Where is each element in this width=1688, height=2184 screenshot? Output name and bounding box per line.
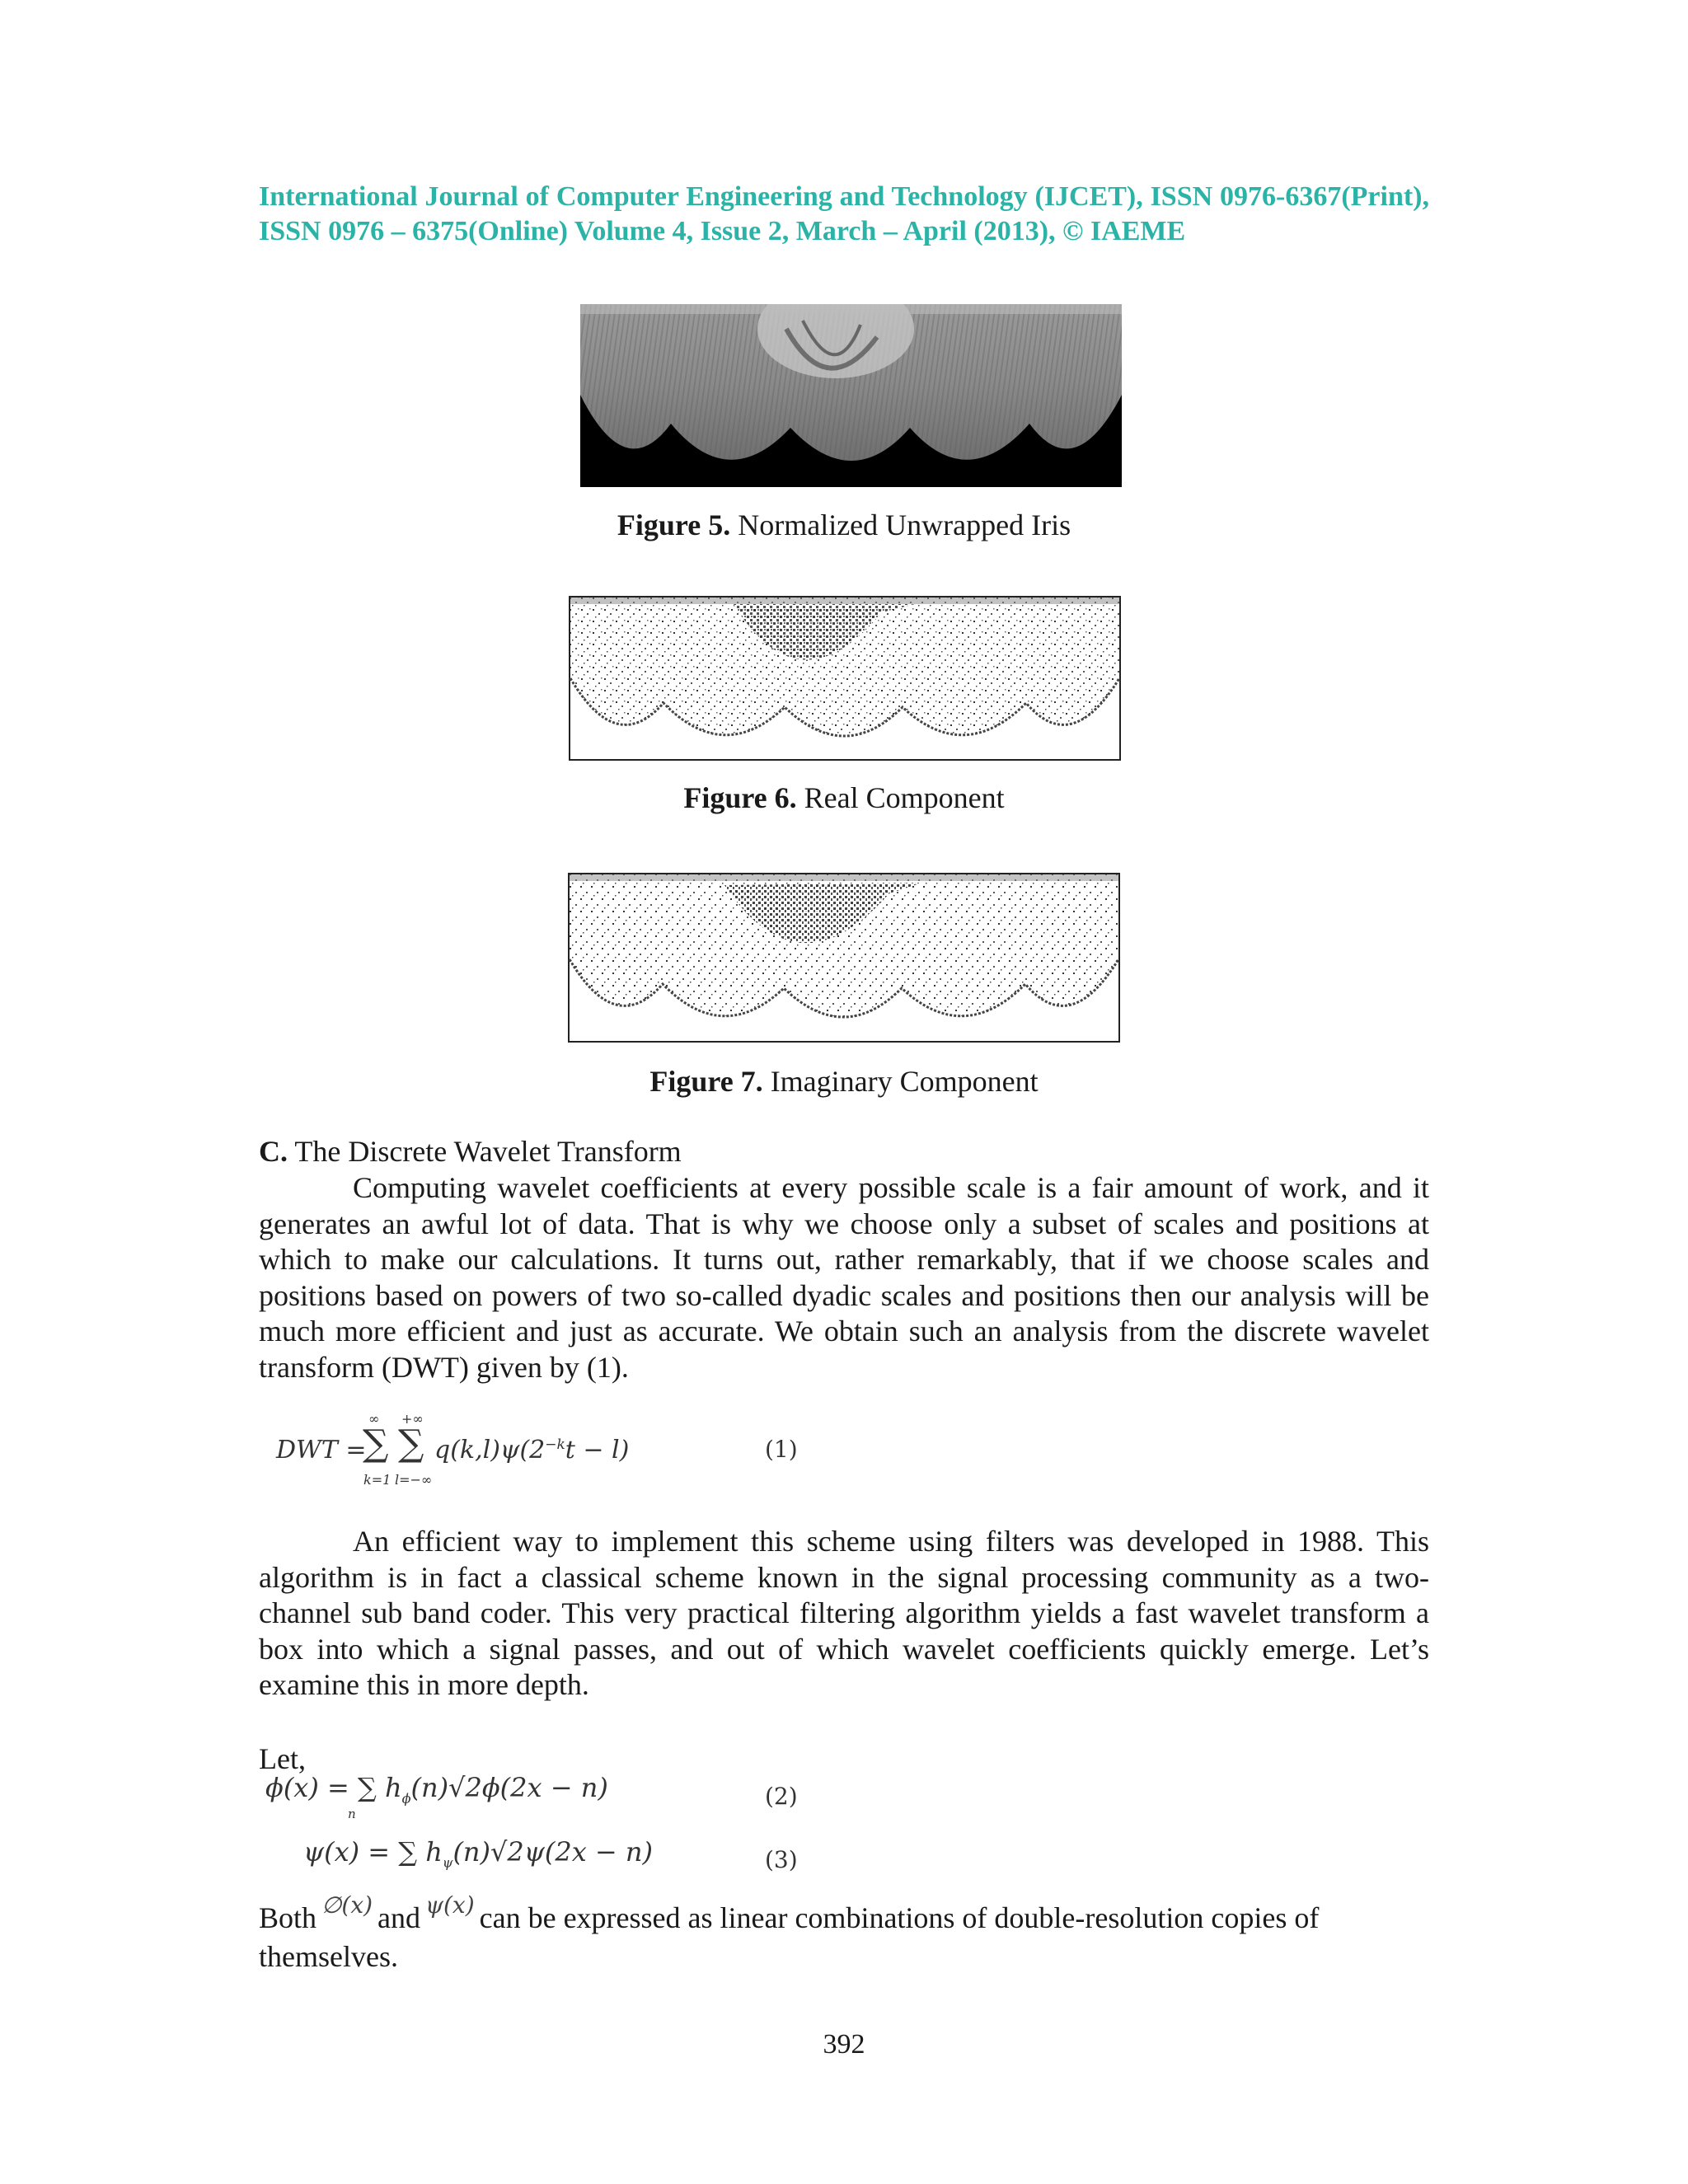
eq3-number: (3) [765, 1846, 798, 1873]
eq1-body-text: q(k,l)ψ(2 [434, 1436, 546, 1465]
psi-symbol: ψ(x) [425, 1891, 475, 1919]
figure-7-label: Figure 7. [649, 1065, 763, 1098]
eq2-rest: (n)√2ϕ(2x − n) [410, 1772, 608, 1803]
figure-5-caption [0, 507, 1688, 543]
eq1-lhs: DWT = [276, 1436, 367, 1465]
eq3-sub: ψ [442, 1854, 453, 1871]
section-title: The Discrete Wavelet Transform [294, 1135, 682, 1168]
equation-1 [276, 1411, 655, 1493]
figure-5-label: Figure 5. [617, 509, 731, 541]
figure-7-caption [0, 1063, 1688, 1099]
paragraph-1-text: Computing wavelet coefficients at every possible scale is a fair amount of work, and it generates an awful lot of data. That is why we choose only a subset of scales and positions at which to make our calculations. It turns out, rather remarkably, that if we choose scales and positions based on powers of two so-called dyadic scales and positions then our analysis will be much more efficient and just as accurate. We obtain such an analysis from the discrete wavelet transform (DWT) given by (1). [259, 1171, 1429, 1384]
eq1-sum2-top: +∞ [401, 1411, 424, 1427]
eq1-sum1-bottom: k=1 [363, 1472, 392, 1488]
eq3-rest: (n)√2ψ(2x − n) [452, 1836, 653, 1868]
eq1-tail: t − l) [565, 1436, 630, 1465]
figure-6-label: Figure 6. [683, 781, 797, 814]
paragraph-2 [259, 1524, 1429, 1704]
eq1-exp: −k [545, 1436, 565, 1453]
both-suffix: can be expressed as linear combinations of double-resolution copies of themselves. [259, 1901, 1320, 1973]
eq2-text: ϕ(x) = ∑ h [265, 1772, 402, 1803]
eq2-number: (2) [765, 1783, 798, 1810]
equation-3 [303, 1836, 653, 1870]
page-number: 392 [823, 2029, 865, 2060]
figure-7-title: Imaginary Component [770, 1065, 1039, 1098]
eq3-body [303, 1836, 653, 1871]
eq1-sum1-icon: ∑ [363, 1422, 389, 1465]
figure-6-title: Real Component [804, 781, 1005, 814]
both-and: and [377, 1901, 421, 1934]
eq2-under: n [348, 1807, 356, 1821]
equation-2 [265, 1772, 608, 1821]
figure-6-image [569, 596, 1121, 761]
eq2-sub: ϕ [401, 1790, 411, 1807]
phi-symbol: ∅(x) [321, 1891, 373, 1919]
eq1-sum2-icon: ∑ [398, 1422, 424, 1465]
section-heading [259, 1133, 682, 1169]
eq2-body [265, 1772, 608, 1807]
both-prefix: Both [259, 1901, 317, 1934]
paragraph-2-text: An efficient way to implement this scheme using filters was developed in 1988. This algorithm is in fact a classical scheme known in the signal processing community as a two-channel sub band coder. This very practical filtering algorithm yields a fast wavelet transform a box into which a signal passes, and out of which wavelet coefficients quickly emerge. Let’s examine this in more depth. [259, 1525, 1429, 1701]
paragraph-3 [259, 1891, 1429, 1975]
eq1-body [434, 1436, 629, 1465]
eq1-sum2-bottom: l=−∞ [395, 1472, 433, 1488]
paragraph-1 [259, 1170, 1429, 1385]
figure-7-image [568, 873, 1120, 1043]
section-letter: C. [259, 1135, 288, 1168]
eq1-sum1-top: ∞ [368, 1411, 380, 1427]
figure-5-title: Normalized Unwrapped Iris [738, 509, 1071, 541]
figure-5-image [580, 304, 1122, 487]
let-label: Let, [259, 1742, 306, 1775]
figure-6-caption [0, 780, 1688, 816]
journal-header: International Journal of Computer Engineering and Technology (IJCET), ISSN 0976-6367(Print), ISSN 0976 – 6375(Online) Volume 4, Issue 2, March – April (2013), © IAEME [259, 181, 1429, 246]
eq3-text: ψ(x) = ∑ h [303, 1836, 443, 1868]
eq1-number: (1) [765, 1436, 798, 1463]
